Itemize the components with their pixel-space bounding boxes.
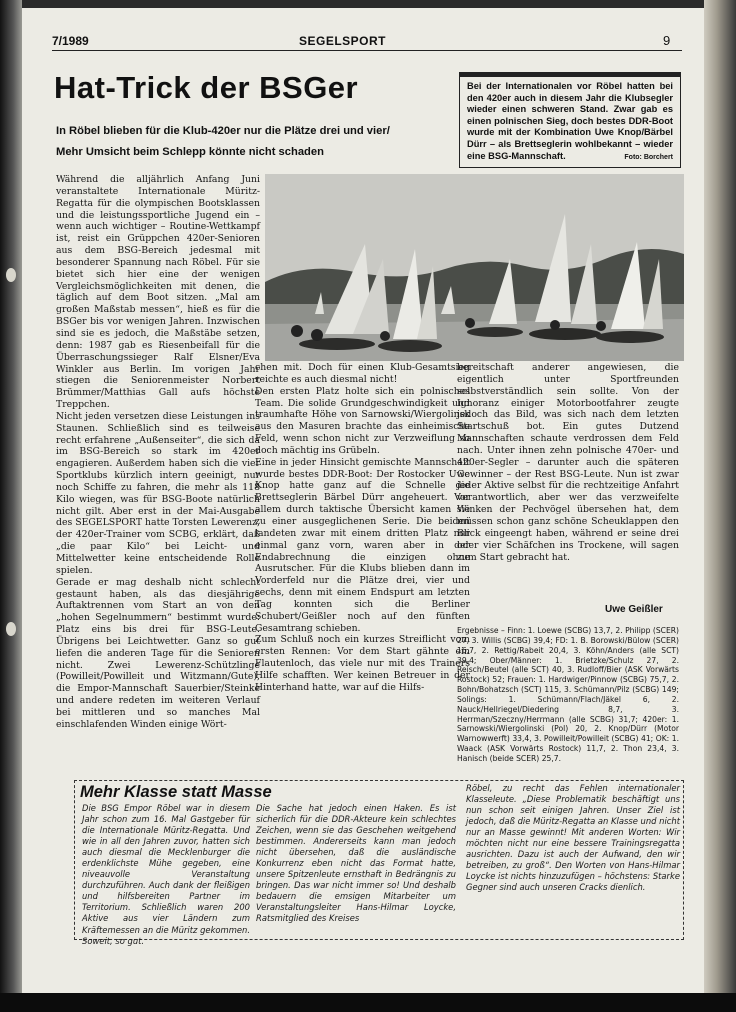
column-2-paragraph: Eine in jeder Hinsicht gemischte Mannschaft wurde bestes DDR-Boot: Der Rostocker Uwe Knop hatte ganz auf die Schnelle die Brettseglerin Bärbel Dürr angeheuert. Vor allem durch taktische Übersicht kamen sie zu einer ausgeglichenen Serie. Die beiden landeten zwar mit einem dritten Platz nur einmal ganz vorn, waren aber in der Endabrechnung die einzigen ohne Ausrutscher. Für die Klubs blieben dann im Vorderfeld nur die Plätze drei, vier und sechs, denn mit einem Endspurt am letzten Tag konnten sich die Berliner Schubert/Geißler noch auf den fünften Gesamtrang schieben. (255, 456, 470, 634)
column-2-paragraph: chen mit. Doch für einen Klub-Gesamtsieg reichte es auch diesmal nicht! (255, 362, 470, 385)
magazine-name: SEGELSPORT (299, 34, 387, 48)
scan-bottom-border (0, 993, 736, 1012)
sailing-photo (265, 174, 684, 361)
sidebar-title: Mehr Klasse statt Masse (80, 783, 272, 801)
column-1-paragraph: Nicht jeden versetzen diese Leistungen ins Staunen. Schließlich sind es teilweise recht erfahrene „Außenseiter“, die sich da im BSG-Bereich so stark im 420er engagieren. Außerdem haben sich die vier Sportklubs kürzlich intern geeinigt, nur noch Schiffe zu fahren, die mehr als 118 Kilo wiegen, was für BSG-Boote natürlich nicht gilt. Aber erst in der Mai-Ausgabe des SEGELSPORT hatte Torsten Lewerenz, der 420er-Trainer vom SCBG, erklärt, daß „die paar Kilo“ bei Leicht- und Mittelwetter keine entscheidende Rolle spielen. (56, 410, 260, 576)
binding-hole (6, 268, 16, 282)
sidebar-column-2: Die Sache hat jedoch einen Haken. Es ist sicherlich für die DDR-Akteure kein schlechtes Zeichen, wenn sie das Geschehen weitgehend bestimmen. Andererseits kann man jedoch nicht übersehen, daß die ausländische Konkurrenz eben nicht das Format hatte, unsere Spitzenleute ernsthaft in Bedrängnis zu bringen. Das war nicht immer so! Und deshalb bedauern die emsigen Mitarbeiter um Veranstaltungsleiter Hans-Hilmar Loycke, Ratsmitglied des Kreises (256, 803, 456, 924)
results-text: Ergebnisse – Finn: 1. Loewe (SCBG) 13,7, 2. Philipp (SCER) 27, 3. Willis (SCBG) 39,4; FD: 1. B. Borowski/Bülow (SCER) 16,7, 2. Rettig/Rabeit 20,4, 3. Köhn/Anders (alle SCT) 39,4; Ober/Männer: 1. Brietzke/Schulz 27, 2. Reisch/Beutel (alle SCT) 40, 3. Rudloff/Bier (ASK Vorwärts Rostock) 52; Frauen: 1. Hardwiger/Pinnow (SCBG) 75,7, 2. Bohn/Bohatzsch (SCT) 115, 3. Schümann/Pilz (SCBG) 149; Solings: 1. Schümann/Flach/Jäkel 6, 2. Nauck/Hellriegel/Diedering 8,7, 3. Herrman/Szeczny/Herrmann (alle SCBG) 31,7; 420er: 1. Sarnowski/Wiergolinski (Pol) 20, 2. Knop/Dürr (Motor Warnowwerft) 33,4, 3. Powilleit/Powilleit (SCBG) 41; OK: 1. Waack (ASK Vorwärts Rostock) 11,7, 2. Thon 23,4, 3. Hanisch (beide SCER) 25,7. (457, 626, 679, 763)
headline: Hat-Trick der BSGer (54, 70, 359, 105)
page-stack-edge (704, 0, 736, 1012)
subheadline-2: Mehr Umsicht beim Schlepp könnte nicht schaden (56, 146, 324, 158)
column-3-paragraph: bereitschaft anderer angewiesen, die eigentlich unter Sportfreunden selbstverständlich sein sollte. Von der Ignoranz einiger Motorbootfahrer zeugte jedoch das Bild, was sich nach dem letzten Startschuß bot. Ein gutes Dutzend Mannschaften schaute verdrossen dem Feld nach. Unter ihnen zehn polnische 470er- und 420er-Segler – darunter auch die späteren Gewinner – der Rest BSG-Leute. Nun ist zwar jeder Aktive selbst für die rechtzeitige Anfahrt verantwortlich, aber wer das verzweifelte Winken der Pechvögel übersehen hat, dem müssen schon ganz schöne Scheuklappen den Blick eingeengt haben, während er seine drei oder vier Schäfchen ins Trockene, will sagen zum Start gebracht hat. (457, 362, 679, 563)
issue-label: 7/1989 (52, 34, 89, 48)
photo-caption: Bei der Internationalen vor Röbel hatten bei den 420er auch in diesem Jahr die Klubsegler wieder einen schweren Stand. Zwar gab es einen polnischen Sieg, doch bestes DDR-Boot wurde mit der Kombination Uwe Knop/Bärbel Dürr – als Brettseglerin wohlbekannt – wieder eine BSG-Mannschaft. (467, 81, 673, 161)
author-byline: Uwe Geißler (605, 604, 663, 615)
photo-credit: Foto: Borchert (624, 154, 673, 162)
article-photo (265, 174, 684, 361)
column-2-paragraph: Den ersten Platz holte sich ein polnisches Team. Die solide Grundgeschwindigkeit und traumhafte Höhe von Sarnowski/Wiergolinsk aus den Masuren brachte das einheimische Feld, wenn schon nicht zur Verzweiflung so doch mächtig ins Grübeln. (255, 385, 470, 456)
header-rule (52, 50, 682, 51)
sidebar-column-1: Die BSG Empor Röbel war in diesem Jahr schon zum 16. Mal Gastgeber für die Internationale Müritz-Regatta. Und wie in all den Jahren zuvor, hatten sich auch diesmal die Mecklenburger die erdenklichste Mühe gegeben, eine niveauvolle Veranstaltung durchzuführen. Auch dank der fleißigen und hilfsbereiten Partner im Territorium. Schließlich waren 200 Aktive aus vier Ländern zum Kräftemessen an die Müritz gekommen. Soweit, so gut. (82, 803, 250, 946)
column-2-paragraph: Zum Schluß noch ein kurzes Streiflicht vom ersten Rennen: Vor dem Start gähnte ein Flautenloch, das viele nur mit des Trainers Hilfe schafften. Wer keinen Betreuer in der Hinterhand hatte, war auf die Hilfs- (255, 634, 470, 693)
column-2 (255, 362, 470, 774)
subheadline-1: In Röbel blieben für die Klub-420er nur die Plätze drei und vier/ (56, 125, 390, 137)
photo-caption-box (459, 72, 681, 168)
column-1 (56, 174, 260, 774)
column-3 (457, 362, 679, 594)
sidebar-column-3: Röbel, zu recht das Fehlen internationaler Klasseleute. „Diese Problematik beschäftigt uns nun schon seit einigen Jahren. Unser Ziel ist jedoch, daß die Müritz-Regatta an Klasse und nicht nur an Masse gewinnt! Mit anderen Worten: Wir möchten nicht nur eine bessere Trainingsregatta ausrichten. Dazu ist auch der Aufwand, den wir betreiben, zu groß“. Den Worten von Hans-Hilmar Loycke ist nichts hinzuzufügen – höchstens: Starke Gegner sind auch unseren Cracks dienlich. (466, 783, 680, 893)
column-1-paragraph: Gerade er mag deshalb nicht schlecht gestaunt haben, als das diesjährige Auftaktrennen vom Start an von den „hohen Segelnummern“ bestimmt wurde: Platz eins bis drei für BSG-Leute. Übrigens bei Leichtwetter. Ganz so gut liefen die anderen Tage für die Senioren nicht. Zwei Lewerenz-Schützlinge (Powilleit/Powilleit und Witzmann/Gute), die Empor-Mannschaft Sauerbier/Steinke und andere redeten im weiteren Verlauf bei mittleren und so manches Mal einschlafenden Winden einige Wört- (56, 576, 260, 730)
results-box (457, 626, 679, 774)
book-spine (0, 0, 22, 1012)
column-1-paragraph: Während die alljährlich Anfang Juni veranstaltete Internationale Müritz-Regatta für die olympischen Bootsklassen und die leistungssportliche Jugend ein – wenn auch wichtiger – Routine-Wettkampf ist, reist ein Grüppchen 420er-Senioren aus dem BSG-Bereich jedesmal mit besonderer Spannung nach Röbel. Für sie bietet sich hier eine der wenigen Vergleichsmöglichkeiten mit denen, die täglich auf dem Boot sitzen. „Mal am großen Maßstab messen“, hieß es für die BSGer bis vor wenigen Jahren. Inzwischen sind sie es jedoch, die Maßstäbe setzen, denn: 1987 gab es Riesenbeifall für die Überraschungssieger Ralf Elsner/Eva Winkler aus Berlin. Im vorigen Jahr stiegen die Seniorenmeister Norbert Brümmer/Matthias Gall aufs höchste Treppchen. (56, 174, 260, 411)
binding-hole (6, 622, 16, 636)
page-number: 9 (663, 33, 671, 48)
magazine-page (22, 8, 704, 993)
